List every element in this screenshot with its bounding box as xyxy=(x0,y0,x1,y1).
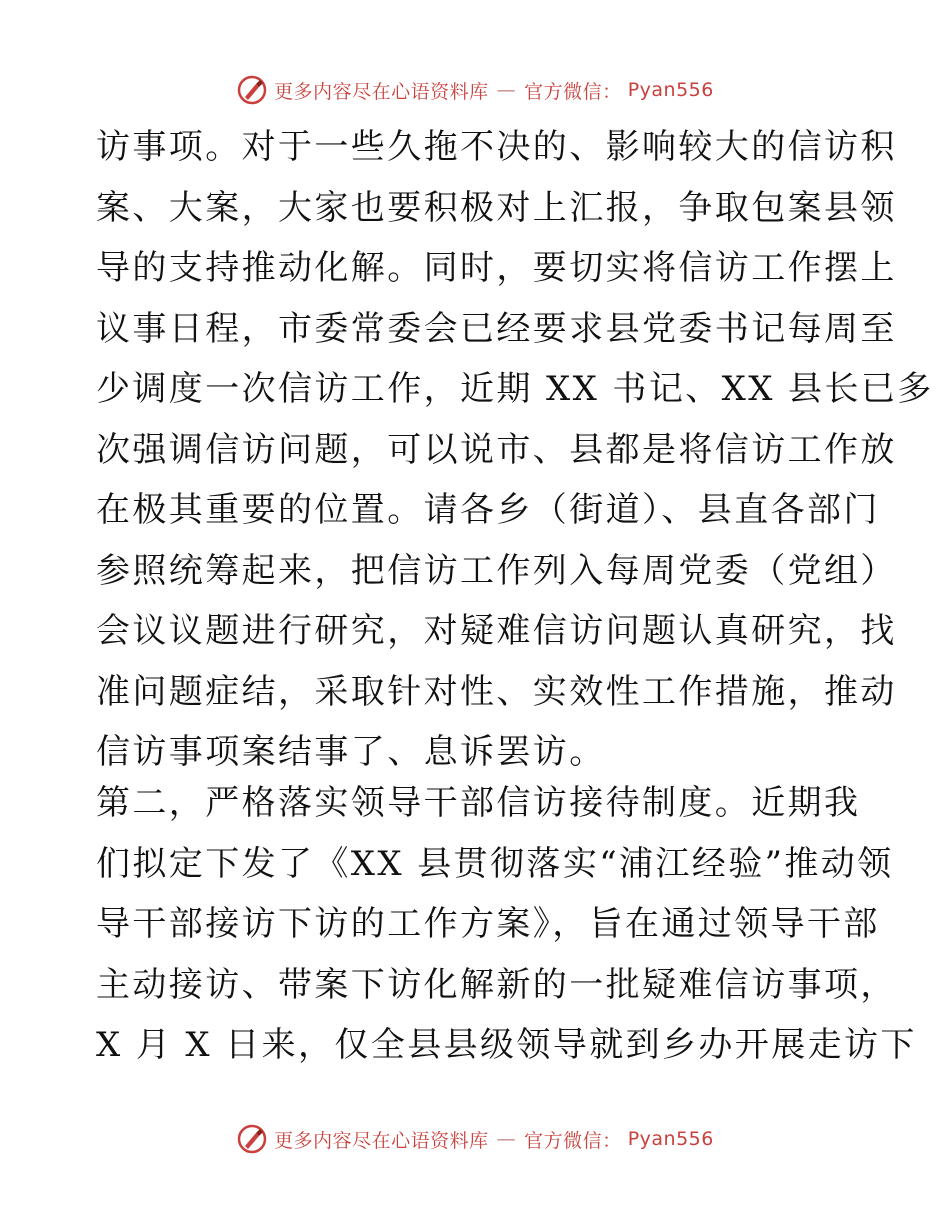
text-line: 案、大案，大家也要积极对上汇报，争取包案县领 xyxy=(96,187,897,228)
text-line: 信访事项案结事了、息诉罢访。 xyxy=(96,732,606,772)
pen-logo-icon xyxy=(236,74,268,106)
watermark-text: 更多内容尽在心语资料库 xyxy=(274,1129,489,1152)
watermark-text: 更多内容尽在心语资料库 xyxy=(274,80,489,103)
watermark-separator: — xyxy=(496,1128,517,1150)
text-line: 次强调信访问题，可以说市、县都是将信访工作放 xyxy=(96,429,897,470)
text-line: 导的支持推动化解。同时，要切实将信访工作摆上 xyxy=(96,248,897,288)
watermark-separator: — xyxy=(496,79,517,101)
watermark-wechat-label: 官方微信： xyxy=(524,80,622,103)
text-line: 参照统筹起来，把信访工作列入每周党委（党组） xyxy=(96,550,897,591)
text-line: 在极其重要的位置。请各乡（街道）、县直各部门 xyxy=(96,490,880,530)
body-paragraph-2 xyxy=(96,773,917,1076)
text-line: 主动接访、带案下访化解新的一批疑难信访事项， xyxy=(96,964,897,1005)
text-line: X 月 X 日来，仅全县县级领导就到乡办开展走访下 xyxy=(96,1025,917,1065)
header-watermark xyxy=(0,74,950,106)
text-line: 准问题症结，采取针对性、实效性工作措施，推动 xyxy=(96,671,897,712)
text-line: 议事日程，市委常委会已经要求县党委书记每周至 xyxy=(96,308,897,349)
body-paragraph-1 xyxy=(96,117,934,783)
text-line: 导干部接访下访的工作方案》，旨在通过领导干部 xyxy=(96,904,880,944)
pen-logo-icon xyxy=(236,1123,268,1155)
watermark-wechat-id: Pyan556 xyxy=(627,79,714,101)
watermark-wechat-label: 官方微信： xyxy=(524,1129,622,1152)
text-line: 们拟定下发了《XX 县贯彻落实“浦江经验”推动领 xyxy=(96,843,894,884)
text-line: 会议议题进行研究，对疑难信访问题认真研究，找 xyxy=(96,611,897,651)
footer-watermark xyxy=(0,1123,950,1155)
text-line: 少调度一次信访工作，近期 XX 书记、XX 县长已多 xyxy=(96,369,934,409)
text-line: 第二，严格落实领导干部信访接待制度。近期我 xyxy=(96,783,861,823)
text-line: 访事项。对于一些久拖不决的、影响较大的信访积 xyxy=(96,127,897,167)
watermark-wechat-id: Pyan556 xyxy=(627,1128,714,1150)
